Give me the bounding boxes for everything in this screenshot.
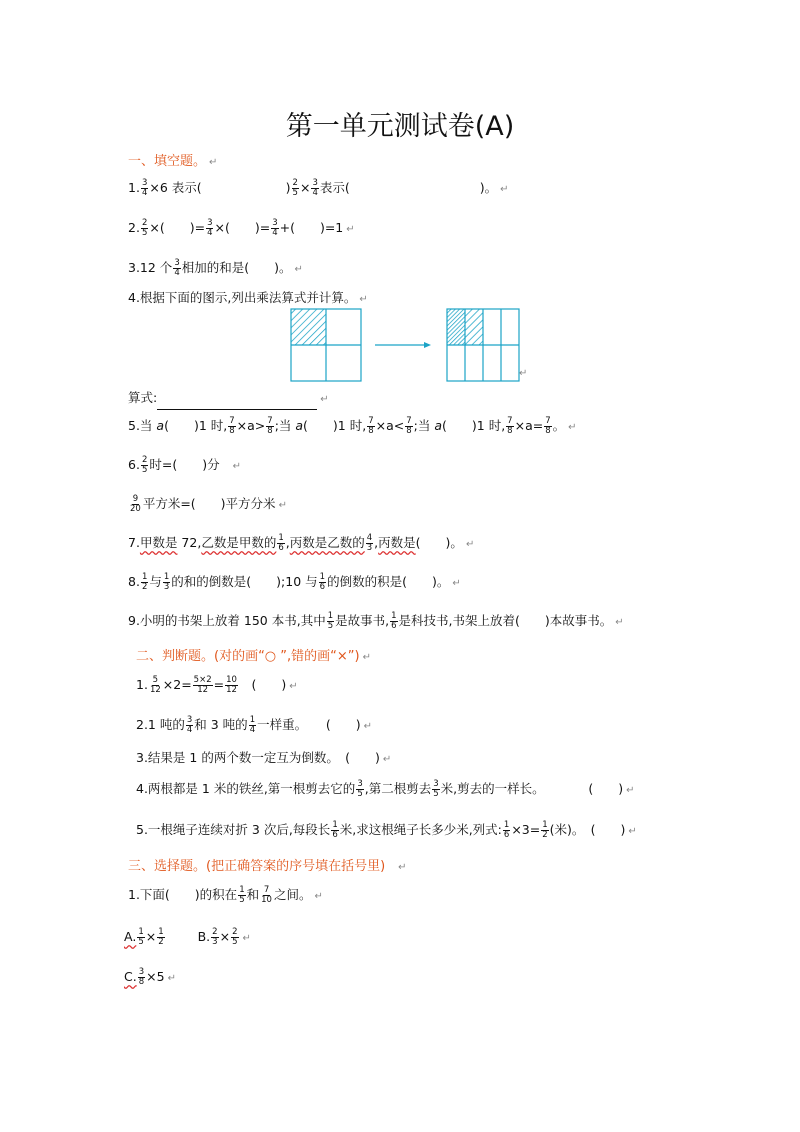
question-3: 3.12 个 $\frac{3}{4}$ 相加的和是( )。 ↵ [128, 258, 303, 278]
option-b: B. $\frac{2}{3}$ × $\frac{2}{5}$ [197, 927, 238, 947]
judge-1: 1. $\frac{5}{12}$ ×2= $\frac{5\times 2}{12}$ = $\frac{10}{12}$ ( ) ↵ [136, 675, 298, 695]
return-mark: ↵ [519, 368, 528, 379]
section-heading-multiple-choice: 三、选择题。(把正确答案的序号填在括号里) ↵ [128, 859, 407, 874]
page-title: 第一单元测试卷(A) [285, 111, 515, 142]
judge-3: 3.结果是 1 的两个数一定互为倒数。 ( ) ↵ [136, 750, 392, 765]
section-heading-fill-blank: 一、填空题。 ↵ [128, 154, 218, 169]
fraction: $\frac{3}{4}$ [141, 178, 148, 198]
choice-options-ab: A. $\frac{1}{5}$ × $\frac{1}{2}$ B. $\frac{2}{3}$ × $\frac{2}{5}$ ↵ [124, 927, 251, 947]
question-6a: 6. $\frac{2}{5}$ 时=( )分 ↵ [128, 455, 241, 475]
formula-line: 算式: ↵ [128, 388, 329, 410]
question-9: 9.小明的书架上放着 150 本书,其中 $\frac{1}{5}$ 是故事书, $\frac{1}{6}$ 是科技书,书架上放着( )本故事书。 ↵ [128, 611, 624, 631]
question-7: 7.甲数是 72,乙数是甲数的 $\frac{1}{6}$ ,丙数是乙数的 $\frac{4}{3}$ ,丙数是( )。 ↵ [128, 533, 475, 553]
section-heading-true-false: 二、判断题。(对的画“○ ”,错的画“×”) ↵ [136, 649, 371, 664]
choice-1: 1.下面( )的积在 $\frac{1}{5}$ 和 $\frac{7}{10}$ 之间。 ↵ [128, 885, 323, 905]
question-5: 5.当 a( )1 时, $\frac{7}{8}$ ×a> $\frac{7}{8}$ ;当 a( )1 时, $\frac{7}{8}$ ×a< $\frac{7}{8}$ ;当 a( )1 时, $\frac{7}{8}$ ×a= $\frac{7}{8}$ 。 ↵ [128, 416, 577, 436]
option-c: C. $\frac{3}{8}$ ×5 ↵ [124, 967, 176, 987]
question-8: 8. $\frac{1}{2}$ 与 $\frac{1}{3}$ 的和的倒数是( );10 与 $\frac{1}{6}$ 的倒数的积是( )。 ↵ [128, 572, 461, 592]
judge-2: 2.1 吨的 $\frac{3}{4}$ 和 3 吨的 $\frac{1}{4}$ 一样重。 ( ) ↵ [136, 715, 373, 735]
judge-5: 5.一根绳子连续对折 3 次后,每段长 $\frac{1}{6}$ 米,求这根绳子长多少米,列式: $\frac{1}{6}$ ×3= $\frac{1}{2}$ (米)。 ( ) ↵ [136, 820, 637, 840]
question-4: 4.根据下面的图示,列出乘法算式并计算。 ↵ [128, 290, 368, 305]
question-6b: $\frac{9}{20}$ 平方米=( )平方分米 ↵ [130, 494, 287, 514]
fraction-grid-diagram [285, 305, 535, 385]
judge-4: 4.两根都是 1 米的铁丝,第一根剪去它的 $\frac{3}{5}$ ,第二根剪去 $\frac{3}{5}$ 米,剪去的一样长。 ( ) ↵ [136, 779, 635, 799]
hatched-cell [291, 309, 326, 345]
question-1: 1. $\frac{3}{4}$ ×6 表示( ) $\frac{2}{5}$ × $\frac{3}{4}$ 表示( )。 ↵ [128, 178, 509, 198]
option-a: A. $\frac{1}{5}$ × $\frac{1}{2}$ [124, 927, 164, 947]
question-2: 2. $\frac{2}{5}$ ×( )= $\frac{3}{4}$ ×( )= $\frac{3}{4}$ +( )=1 ↵ [128, 218, 355, 238]
